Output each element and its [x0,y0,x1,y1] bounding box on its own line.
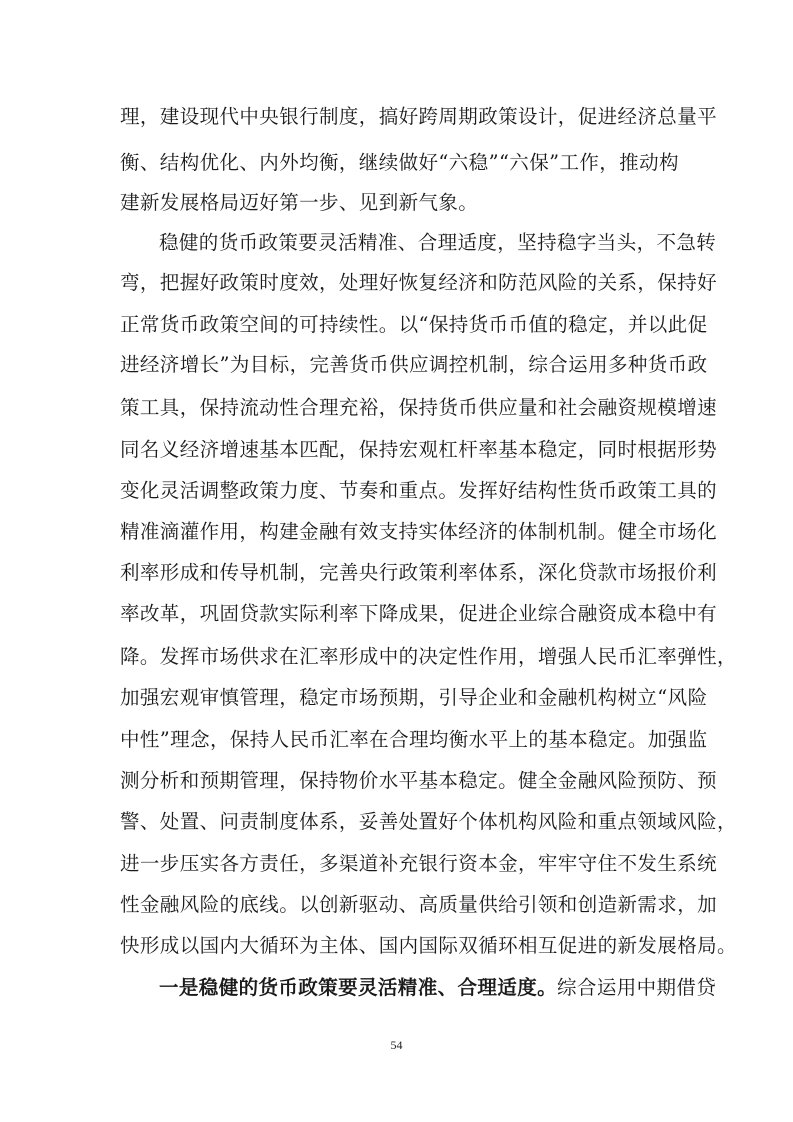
text-line: 策工具，保持流动性合理充裕，保持货币供应量和社会融资规模增速 [120,396,718,419]
text-line: 利率形成和传导机制，完善央行政策利率体系，深化贷款市场报价利 [120,561,718,584]
text-line: 进经济增长”为目标，完善货币供应调控机制，综合运用多种货币政 [120,353,708,376]
text-line: 加强宏观审慎管理，稳定市场预期，引导企业和金融机构树立“风险 [120,686,708,709]
text-line: 降。发挥市场供求在汇率形成中的决定性作用，增强人民币汇率弹性， [120,645,737,668]
text-line: 进一步压实各方责任，多渠道补充银行资本金，牢牢守住不发生系统 [120,852,718,875]
text-line: 精准滴灌作用，构建金融有效支持实体经济的体制机制。健全市场化 [120,520,718,543]
text-line: 衡、结构优化、内外均衡，继续做好“六稳”“六保”工作，推动构 [120,151,679,174]
text-line: 理，建设现代中央银行制度，搞好跨周期政策设计，促进经济总量平 [120,105,718,128]
text-line [159,973,717,1003]
bold-heading-text: 一是稳健的货币政策要灵活精准、合理适度。 [159,976,558,999]
text-line: 性金融风险的底线。以创新驱动、高质量供给引领和创造新需求，加 [120,893,718,916]
text-line: 警、处置、问责制度体系，妥善处置好个体机构风险和重点领域风险， [120,810,737,833]
text-line: 正常货币政策空间的可持续性。以“保持货币币值的稳定，并以此促 [120,313,708,336]
text-line: 测分析和预期管理，保持物价水平基本稳定。健全金融风险预防、预 [120,769,718,792]
text-line: 稳健的货币政策要灵活精准、合理适度，坚持稳字当头，不急转 [159,231,717,254]
text-line: 快形成以国内大循环为主体、国内国际双循环相互促进的新发展格局。 [120,934,737,957]
text-line: 率改革，巩固贷款实际利率下降成果，促进企业综合融资成本稳中有 [120,602,718,625]
text-line: 同名义经济增速基本匹配，保持宏观杠杆率基本稳定，同时根据形势 [120,438,718,461]
text-line: 弯，把握好政策时度效，处理好恢复经济和防范风险的关系，保持好 [120,271,718,294]
page-number: 54 [390,1038,403,1052]
text-line: 变化灵活调整政策力度、节奏和重点。发挥好结构性货币政策工具的 [120,479,718,502]
text-line: 中性”理念，保持人民币汇率在合理均衡水平上的基本稳定。加强监 [120,728,708,751]
text-line: 建新发展格局迈好第一步、见到新气象。 [120,191,479,214]
text-line-tail: 综合运用中期借贷 [557,976,717,999]
